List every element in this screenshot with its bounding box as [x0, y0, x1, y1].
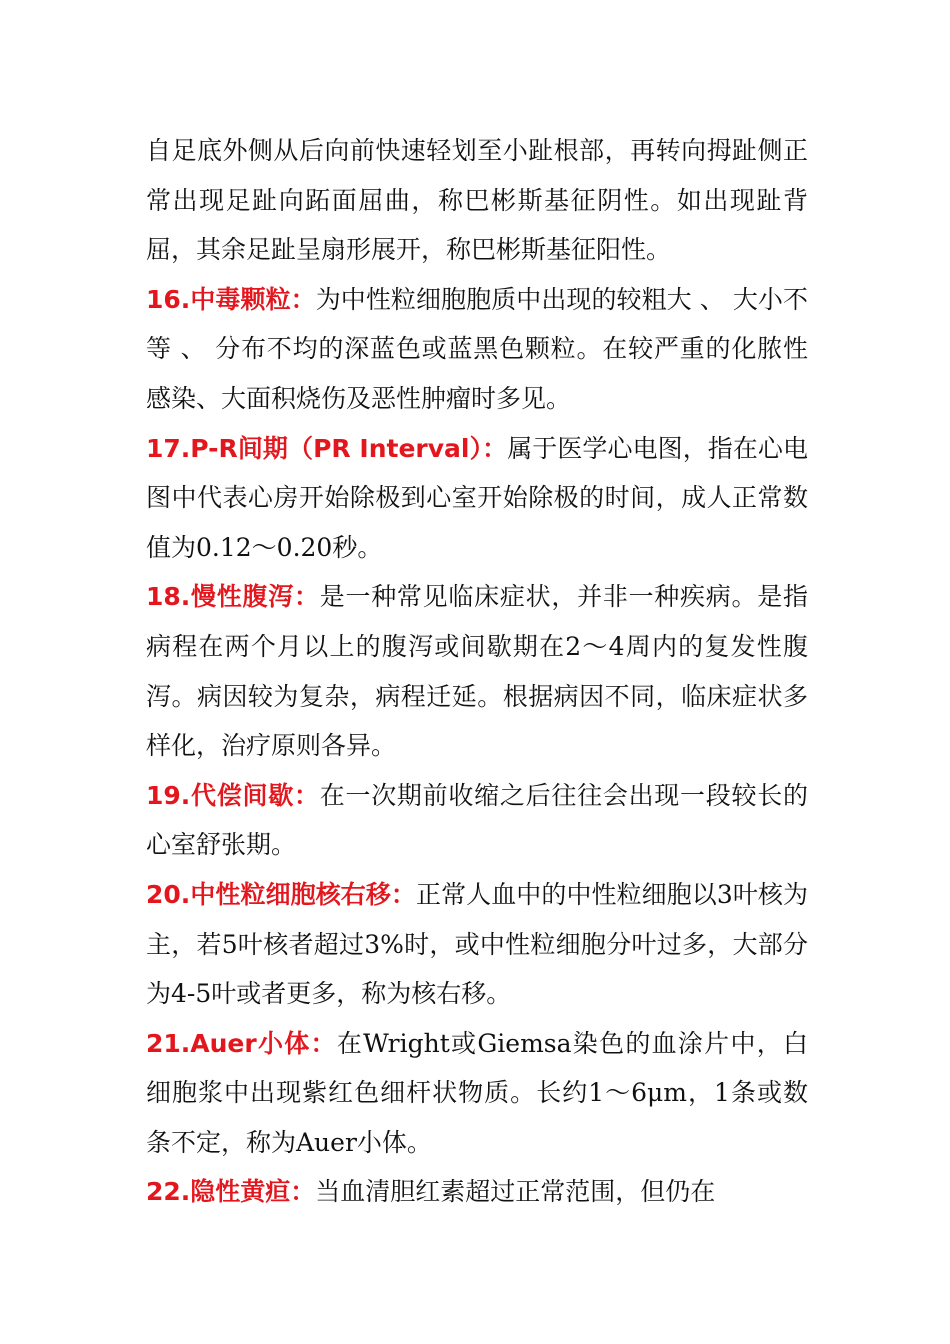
definition-text: 属于医学心电图，指在心电图中代表心房开始除极到心室开始除极的时间，成人正常数值为0.12～0.20秒。 — [146, 433, 808, 562]
definition-text: 正常人血中的中性粒细胞以3叶核为主，若5叶核者超过3%时，或中性粒细胞分叶过多，大部分为4-5叶或者更多，称为核右移。 — [146, 879, 808, 1009]
term-label: 19.代偿间歇： — [146, 780, 320, 810]
definition-text: 在Wright或Giemsa染色的血涂片中，白细胞浆中出现紫红色细杆状物质。长约1～6μm，1条或数条不定，称为Auer小体。 — [146, 1028, 809, 1157]
paragraph-compensatory-pause — [146, 771, 808, 870]
paragraph-babinski-continued — [146, 126, 808, 275]
term-label: 21.Auer小体： — [146, 1028, 337, 1058]
paragraph-toxic-granules — [146, 275, 808, 424]
definition-text: 为中性粒细胞胞质中出现的较粗大 、 大小不等 、 分布不均的深蓝色或蓝黑色颗粒。在较严重的化脓性感染、大面积烧伤及恶性肿瘤时多见。 — [146, 284, 808, 413]
document-page — [146, 126, 808, 1217]
definition-text: 当血清胆红素超过正常范围，但仍在 — [315, 1177, 716, 1207]
paragraph-auer-body — [146, 1019, 808, 1168]
definition-text: 是一种常见临床症状，并非一种疾病。是指病程在两个月以上的腹泻或间歇期在2～4周内的复发性腹泻。病因较为复杂，病程迁延。根据病因不同，临床症状多样化，治疗原则各异。 — [146, 582, 808, 761]
paragraph-latent-jaundice — [146, 1167, 808, 1217]
paragraph-right-shift — [146, 870, 808, 1019]
definition-text: 在一次期前收缩之后往往会出现一段较长的心室舒张期。 — [146, 780, 808, 860]
term-label: 22.隐性黄疸： — [146, 1177, 316, 1207]
term-label: 17.P-R间期（PR Interval）： — [146, 433, 508, 463]
term-label: 18.慢性腹泻： — [146, 582, 320, 612]
paragraph-pr-interval — [146, 424, 808, 573]
term-label: 16.中毒颗粒： — [146, 284, 316, 314]
paragraph-chronic-diarrhea — [146, 572, 808, 770]
term-label: 20.中性粒细胞核右移： — [146, 879, 417, 909]
definition-text: 自足底外侧从后向前快速轻划至小趾根部，再转向拇趾侧正常出现足趾向跖面屈曲，称巴彬斯基征阴性。如出现趾背屈，其余足趾呈扇形展开，称巴彬斯基征阳性。 — [146, 136, 808, 265]
